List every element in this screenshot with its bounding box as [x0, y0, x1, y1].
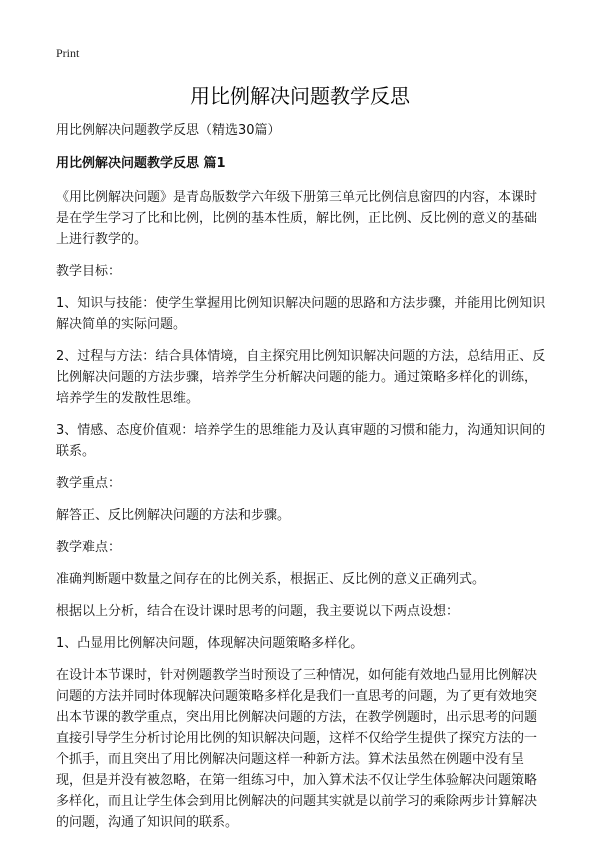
document-title: 用比例解决问题教学反思	[190, 84, 410, 108]
paragraph-objective-attitude: 3、情感、态度价值观：培养学生的思维能力及认真审题的习惯和能力，沟通知识间的联系。	[56, 423, 546, 459]
paragraph-objective-process: 2、过程与方法：结合具体情境，自主探究用比例知识解决问题的方法，总结用正、反比例解决问题的方法步骤，培养学生分析解决问题的能力。通过策略多样化的训练，培养学生的发散性思维。	[56, 349, 546, 406]
paragraph-difficulty-heading: 教学难点：	[56, 540, 122, 555]
paragraph-idea-one: 1、凸显用比例解决问题，体现解决问题策略多样化。	[56, 636, 364, 651]
section-heading: 用比例解决问题教学反思 篇1	[56, 156, 226, 171]
print-label: Print	[56, 46, 80, 60]
paragraph-reflection: 在设计本节课时，针对例题教学当时预设了三种情况，如何能有效地凸显用比例解决问题的方法并同时体现解决问题策略多样化是我们一直思考的问题，为了更有效地突出本节课的教学重点，突出用比例解决问题的方法，在教学例题时，出示思考的问题直接引导学生分析讨论用比例的知识解决问题，这样不仅给学生提供了探究方法的一个抓手，而且突出了用比例解决问题这样一种新方法。算术法虽然在例题中没有呈现，但是并没有被忽略，在第一组练习中，加入算术法不仅让学生体验解决问题策略多样化，而且让学生体会到用比例解决的问题其实就是以前学习的乘除两步计算解决的问题，沟通了知识间的联系。	[56, 668, 538, 830]
paragraph-difficulty: 准确判断题中数量之间存在的比例关系，根据正、反比例的意义正确列式。	[56, 572, 486, 587]
paragraph-key-points: 解答正、反比例解决问题的方法和步骤。	[56, 508, 291, 523]
document-subtitle: 用比例解决问题教学反思（精选30篇）	[56, 123, 281, 138]
paragraph-objectives-heading: 教学目标：	[56, 264, 122, 279]
paragraph-intro: 《用比例解决问题》是青岛版数学六年级下册第三单元比例信息窗四的内容，本课时是在学生学习了比和比例，比例的基本性质，解比例，正比例、反比例的意义的基础上进行教学的。	[56, 190, 538, 247]
paragraph-analysis: 根据以上分析，结合在设计课时思考的问题，我主要说以下两点设想：	[56, 604, 460, 619]
document-body	[56, 120, 548, 844]
paragraph-objective-knowledge: 1、知识与技能：使学生掌握用比例知识解决问题的思路和方法步骤，并能用比例知识解决简单的实际问题。	[56, 296, 546, 332]
paragraph-key-points-heading: 教学重点：	[56, 476, 122, 491]
